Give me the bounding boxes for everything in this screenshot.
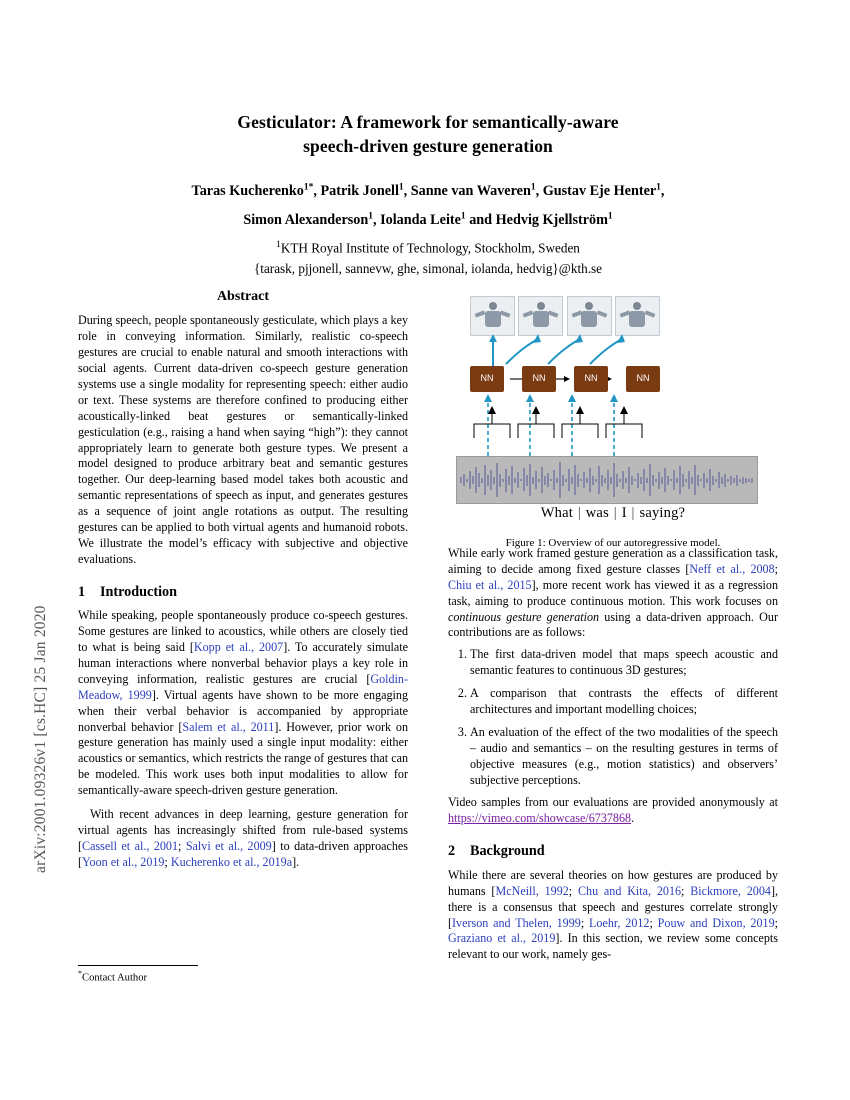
- right-column: [448, 288, 778, 963]
- footnote: [78, 969, 408, 984]
- figure-caption: Figure 1: Overview of our autoregressive model.: [505, 537, 721, 549]
- author-line-2: Simon Alexanderson$^1$, Iolanda Leite$^1$ and Hedvig Kjellström$^1$: [243, 211, 613, 229]
- author-sup: 1*: [303, 182, 314, 193]
- title-line-2: speech-driven gesture generation: [303, 136, 553, 157]
- video-link[interactable]: https://vimeo.com/showcase/6737868: [448, 811, 632, 826]
- avatar-torso-icon: [485, 311, 501, 327]
- author-7: Hedvig Kjellström$^1$: [495, 211, 613, 229]
- body-text: ]. To accurately simulate human interactions where nonverbal behavior plays a key role in conveying information, realistic gestures are crucial [: [78, 640, 409, 686]
- avatar-arm-right-icon: [645, 310, 656, 317]
- transcript-separator: |: [577, 505, 581, 521]
- avatar-arm-left-icon: [475, 310, 486, 317]
- citation[interactable]: Chiu et al., 2015: [448, 577, 532, 592]
- body-text: While speaking, people spontaneously produce co-speech gestures. Some gestures are linked to acoustics, while others are closely tied to what is being said [: [78, 608, 408, 655]
- section-title: Introduction: [100, 583, 177, 600]
- author-sup: 1: [656, 182, 661, 193]
- citation[interactable]: Neff et al., 2008: [689, 561, 775, 576]
- left-column: [78, 288, 408, 871]
- footnote-marker: *: [78, 969, 82, 978]
- two-column-body: [78, 288, 778, 988]
- section-number: 1: [78, 583, 86, 600]
- email-line: {tarask, pjjonell, sannevw, ghe, simonal, iolanda, hedvig}@kth.se: [253, 261, 603, 277]
- body-text: ;: [774, 561, 779, 576]
- author-sup: 1: [530, 182, 536, 193]
- citation[interactable]: Salvi et al., 2009: [185, 838, 272, 853]
- background-paragraph-1: [448, 868, 778, 963]
- body-text: ;: [178, 838, 186, 853]
- body-text: ;: [568, 883, 578, 898]
- avatar-torso-icon: [581, 311, 597, 327]
- body-text: With recent advances in deep learning, gesture generation for virtual agents has increasingly shifted from rule-based systems [: [78, 807, 408, 853]
- intro-paragraph-2: [78, 807, 408, 871]
- author-4: Gustav Eje Henter$^1$: [542, 182, 661, 200]
- citation[interactable]: Graziano et al., 2019: [448, 931, 556, 946]
- citation[interactable]: Chu and Kita, 2016: [577, 883, 682, 898]
- waveform-graphic: [457, 457, 757, 503]
- pose-thumbnail: [470, 296, 515, 336]
- transcript-separator: |: [631, 505, 635, 521]
- author-3: Sanne van Waveren$^1$: [410, 182, 536, 200]
- nn-block: NN: [522, 366, 556, 392]
- citation[interactable]: Cassell et al., 2001: [82, 838, 179, 853]
- video-note-post: .: [631, 811, 635, 826]
- transcript-word: was: [585, 505, 609, 521]
- list-item: 3. An evaluation of the effect of the two modalities of the speech – audio and semantics – on the resulting gestures in terms of objective measures (e.g., motion statistics) and observers’ subjective perceptions.: [470, 725, 778, 789]
- author-1: Taras Kucherenko$^{1*}$: [191, 182, 314, 200]
- avatar-head-icon: [633, 302, 641, 310]
- author-sup: 1: [460, 211, 466, 222]
- page-title: [78, 110, 778, 158]
- figure-graphic: [448, 288, 778, 521]
- speech-transcript: [454, 504, 772, 523]
- pose-thumbnail: [518, 296, 563, 336]
- nn-block: NN: [470, 366, 504, 392]
- citation[interactable]: Salem et al., 2011: [182, 719, 275, 734]
- author-2: Patrik Jonell$^1$: [320, 182, 404, 200]
- abstract-text: During speech, people spontaneously gesticulate, which plays a key role in conveying information. Similarly, realistic co-speech gestures are crucial to enable natural and smooth interactions with social agents. Current data-driven co-speech gesture generation systems use a single modality for representing speech: either audio or text. These systems are therefore confined to producing either acoustically-linked beat gestures or semantically-linked gesticulation (e.g., raising a hand when saying “high”): they cannot appropriately learn to generate both gesture types. We present a model designed to produce arbitrary beat and semantic gestures together. Our deep-learning based model takes both acoustic and semantic representations of speech as input, and generates gestures as a sequence of joint angle rotations as output. The resulting gestures can be applied to both virtual agents and humanoid robots. We illustrate the model’s efficacy with subjective and objective evaluations.: [78, 313, 408, 566]
- body-text: While early work framed gesture generation as a classification task, aiming to decide among fixed gesture classes [: [448, 546, 778, 576]
- audio-waveform: [456, 456, 758, 504]
- pose-thumbnail-row: [470, 296, 660, 336]
- nn-block: NN: [574, 366, 608, 392]
- emphasis-text: continuous gesture generation: [448, 609, 600, 624]
- nn-block: NN: [626, 366, 660, 392]
- avatar-arm-right-icon: [596, 310, 607, 317]
- body-text: ;: [649, 915, 658, 930]
- section-title: Background: [470, 843, 545, 860]
- neural-network-block-row: [470, 366, 660, 392]
- citation[interactable]: Pouw and Dixon, 2019: [657, 915, 775, 930]
- transcript-separator: |: [613, 505, 617, 521]
- body-text: ]. Virtual agents have shown to be more engaging when their verbal behavior is accompanied by appropriate nonverbal behavior [: [78, 687, 409, 734]
- avatar-arm-right-icon: [500, 310, 511, 317]
- avatar-torso-icon: [533, 311, 549, 327]
- avatar-arm-right-icon: [548, 310, 559, 317]
- avatar-torso-icon: [629, 311, 645, 327]
- body-text: using a data-driven approach. Our contributions are as follows:: [448, 609, 778, 640]
- body-text: ] to data-driven approaches [: [78, 838, 408, 869]
- list-item: 2. A comparison that contrasts the effects of different architectures and important modelling choices;: [470, 686, 778, 718]
- author-sup: 1: [398, 182, 404, 193]
- citation[interactable]: McNeill, 1992: [495, 883, 569, 898]
- author-sup: 1: [368, 211, 374, 222]
- body-text: ]. In this section, we review some concepts relevant to our work, namely ges-: [448, 931, 778, 962]
- video-note-pre: Video samples from our evaluations are provided anonymously at: [448, 795, 778, 810]
- transcript-word: saying?: [639, 505, 686, 521]
- citation[interactable]: Goldin-Meadow, 1999: [78, 671, 408, 702]
- transcript-word: I: [621, 505, 627, 521]
- citation[interactable]: Loehr, 2012: [589, 915, 650, 930]
- contributions-list: [448, 647, 778, 788]
- body-text: ;: [681, 883, 691, 898]
- intro-paragraph-1: [78, 608, 408, 799]
- pose-thumbnail: [567, 296, 612, 336]
- video-samples-note: [448, 795, 778, 827]
- citation[interactable]: Iverson and Thelen, 1999: [452, 915, 581, 930]
- footnote-rule: [78, 965, 198, 966]
- body-text: ], more recent work has viewed it as a regression task, aiming to produce continuous motion. This work focuses on: [448, 577, 778, 608]
- citation[interactable]: Bickmore, 2004: [690, 883, 771, 898]
- author-sup: 1: [607, 211, 613, 222]
- affiliation-sup: 1: [276, 240, 281, 251]
- avatar-head-icon: [537, 302, 545, 310]
- figure-1: [448, 288, 778, 549]
- body-text: ]. However, prior work on gesture generation has mainly used a single input modality: either acoustics or semantics, which restricts the range of gestures that can be modeled. This work uses both input modalities to allow for semantically-aware speech-driven gesture generation.: [78, 719, 408, 798]
- affiliation-text: KTH Royal Institute of Technology, Stockholm, Sweden: [280, 240, 580, 256]
- body-text: ;: [774, 915, 778, 930]
- pose-thumbnail: [615, 296, 660, 336]
- paper-header: [78, 110, 778, 277]
- citation[interactable]: Kucherenko et al., 2019a: [170, 854, 293, 869]
- footnote-text: Contact Author: [82, 972, 148, 984]
- title-line-1: Gesticulator: A framework for semantically-aware: [237, 112, 619, 132]
- abstract-heading: Abstract: [216, 289, 270, 304]
- citation[interactable]: Kopp et al., 2007: [193, 640, 284, 655]
- body-text: While there are several theories on how gestures are produced by humans [: [448, 867, 778, 898]
- section-heading-background: [448, 842, 778, 861]
- body-text: ].: [292, 854, 300, 869]
- avatar-head-icon: [489, 302, 497, 310]
- list-item: 1. The first data-driven model that maps speech acoustic and semantic features to continuous 3D gestures;: [470, 647, 778, 679]
- author-line-1: Taras Kucherenko$^{1*}$, Patrik Jonell$^1$, Sanne van Waveren$^1$, Gustav Eje Henter$^1$,: [191, 182, 665, 200]
- right-paragraph-1: [448, 546, 778, 641]
- section-heading-introduction: [78, 583, 408, 602]
- transcript-word: What: [540, 505, 573, 521]
- section-number: 2: [448, 843, 456, 860]
- author-5: Simon Alexanderson$^1$: [243, 211, 374, 229]
- author-6: Iolanda Leite$^1$: [380, 211, 466, 229]
- body-text: ;: [580, 915, 590, 930]
- body-text: ], there is a consensus that speech and gestures correlate strongly [: [448, 883, 778, 930]
- citation[interactable]: Yoon et al., 2019: [82, 854, 165, 869]
- affiliation: [78, 238, 778, 258]
- arxiv-stamp: arXiv:2001.09326v1 [cs.HC] 25 Jan 2020: [32, 605, 49, 873]
- avatar-head-icon: [585, 302, 593, 310]
- body-text: ;: [164, 854, 171, 869]
